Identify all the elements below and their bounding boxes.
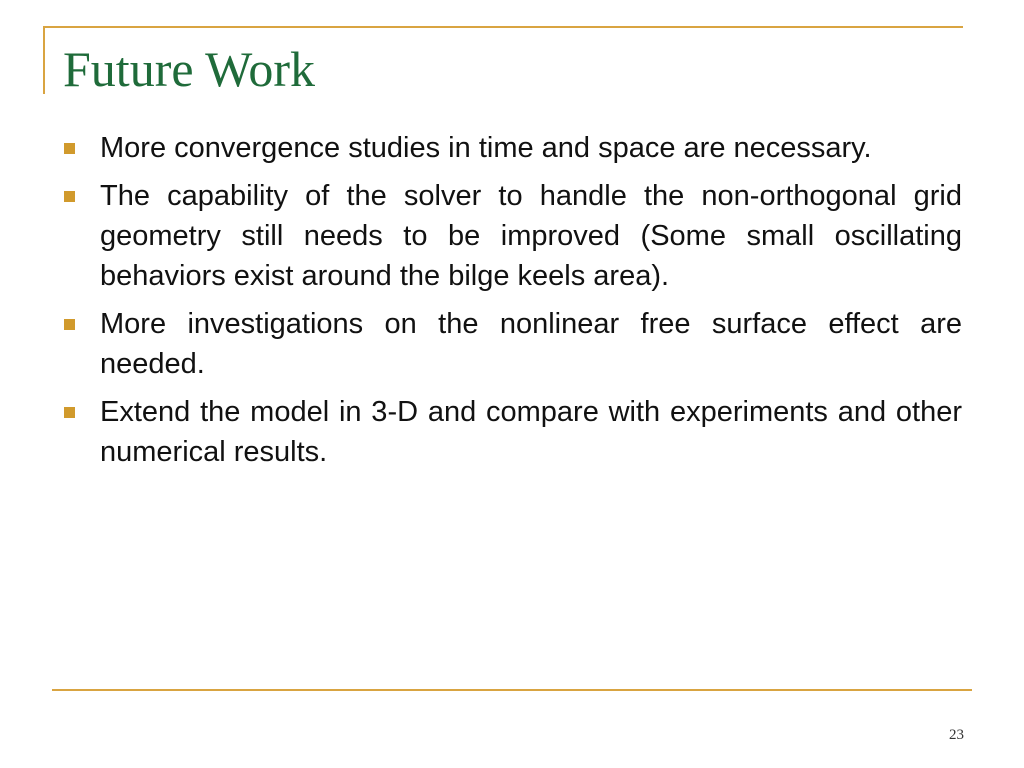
bullet-list [62,128,962,480]
bullet-item [62,392,962,472]
title-frame-left-rule [43,26,45,94]
bullet-text: Extend the model in 3-D and compare with experiments and other numerical results. [100,396,962,468]
bullet-text: More investigations on the nonlinear free surface effect are needed. [100,308,962,380]
bullet-text: More convergence studies in time and space are necessary. [100,132,872,164]
square-bullet-icon [64,191,75,202]
title-frame-top-rule [43,26,963,28]
square-bullet-icon [64,319,75,330]
slide-title: Future Work [63,41,315,97]
bullet-text: The capability of the solver to handle the non-orthogonal grid geometry still needs to be improved (Some small oscillating behaviors exist around the bilge keels area). [100,180,962,292]
bullet-item [62,176,962,296]
square-bullet-icon [64,407,75,418]
footer-rule [52,689,972,691]
bullet-item [62,128,962,168]
square-bullet-icon [64,143,75,154]
bullet-item [62,304,962,384]
page-number: 23 [949,727,964,743]
